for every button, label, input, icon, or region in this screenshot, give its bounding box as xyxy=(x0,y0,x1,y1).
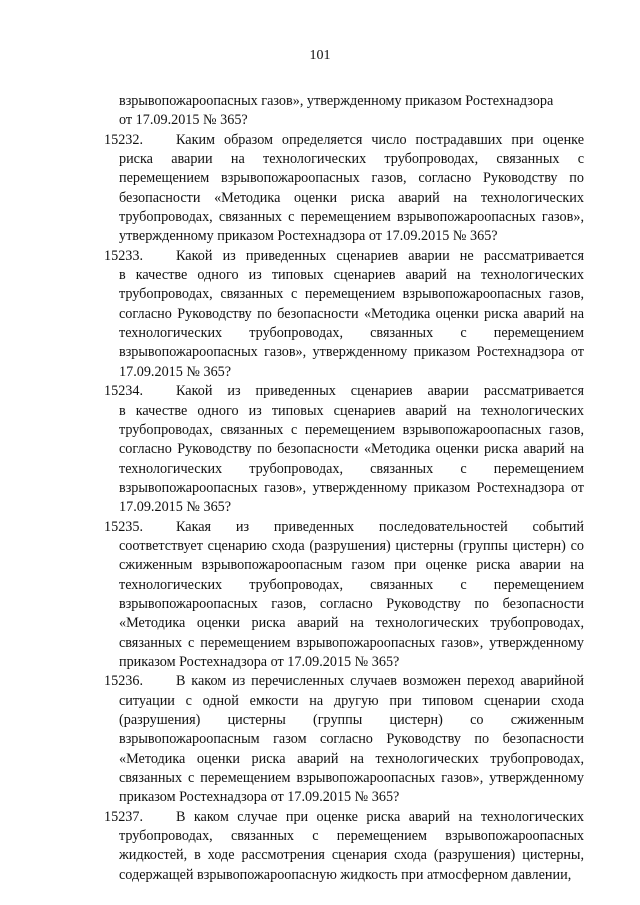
question-15234 xyxy=(104,382,584,517)
question-text: в качестве одного из типовых сценариев аварий на технологических трубопроводах, связанных с перемещением взрывопожароопасных газов, согласно Руководству по безопасности «Методика оценки риска аварий на технологических трубопроводах, связанных с перемещением взрывопожароопасных газов», утвержденному приказом Ростехнадзора от 17.09.2015 № 365? xyxy=(119,267,584,380)
continued-paragraph xyxy=(104,92,584,131)
question-number: 15232. xyxy=(104,131,144,148)
question-text: в качестве одного из типовых сценариев аварий на технологических трубопроводах, связанных с перемещением взрывопожароопасных газов, согласно Руководству по безопасности «Методика оценки риска аварий на технологических трубопроводах, связанных с перемещением взрывопожароопасных газов», утвержденному приказом Ростехнадзора от 17.09.2015 № 365? xyxy=(119,402,584,516)
question-first-line: Какой из приведенных сценариев аварии не рассматривается xyxy=(176,247,584,264)
question-number: 15236. xyxy=(104,673,144,690)
question-15232 xyxy=(104,131,584,247)
question-number: 15237. xyxy=(104,808,144,825)
continued-line-1: взрывопожароопасных газов», утвержденному приказом Ростехнадзора xyxy=(119,93,554,109)
question-text: ситуации с одной емкости на другую при типовом сценарии схода (разрушения) цистерны (группы цистерн) со сжиженным взрывопожароопасным газом согласно Руководству по безопасности «Методика оценки риска аварий на технологических трубопроводах, связанных с перемещением взрывопожароопасных газов», утвержденному приказом Ростехнадзора от 17.09.2015 № 365? xyxy=(119,692,584,806)
question-15237 xyxy=(104,808,584,885)
question-15236 xyxy=(104,672,584,807)
question-first-line: В каком из перечисленных случаев возможен переход аварийной xyxy=(176,673,584,690)
question-15235 xyxy=(104,518,584,673)
question-text: трубопроводах, связанных с перемещением взрывопожароопасных жидкостей, в ходе рассмотрения сценария схода (разрушения) цистерны, содержащей взрывопожароопасную жидкость при атмосферном давлении, xyxy=(119,828,584,883)
page-content xyxy=(104,92,584,885)
question-15233 xyxy=(104,247,584,382)
question-first-line: В каком случае при оценке риска аварий на технологических xyxy=(176,808,584,825)
question-first-line: Какой из приведенных сценариев аварии рассматривается xyxy=(176,383,584,400)
continued-line-2: от 17.09.2015 № 365? xyxy=(119,112,248,129)
question-number: 15235. xyxy=(104,518,144,535)
page-number: 101 xyxy=(309,48,331,63)
question-first-line: Какая из приведенных последовательностей событий xyxy=(176,518,584,535)
question-text: риска аварии на технологических трубопроводах, связанных с перемещением взрывопожароопасных газов, согласно Руководству по безопасности «Методика оценки риска аварий на технологических трубопроводах, связанных с перемещением взрывопожароопасных газов», утвержденному приказом Ростехнадзора от 17.09.2015 № 365? xyxy=(119,151,584,245)
question-first-line: Каким образом определяется число пострадавших при оценке xyxy=(176,131,584,148)
question-text: соответствует сценарию схода (разрушения) цистерны (группы цистерн) со сжиженным взрывопожароопасным газом при оценке риска аварии на технологических трубопроводах, связанных с перемещением взрывопожароопасных газов, согласно Руководству по безопасности «Методика оценки риска аварий на технологических трубопроводах, связанных с перемещением взрывопожароопасных газов», утвержденному приказом Ростехнадзора от 17.09.2015 № 365? xyxy=(119,537,584,670)
question-number: 15234. xyxy=(104,383,144,400)
question-number: 15233. xyxy=(104,247,144,264)
